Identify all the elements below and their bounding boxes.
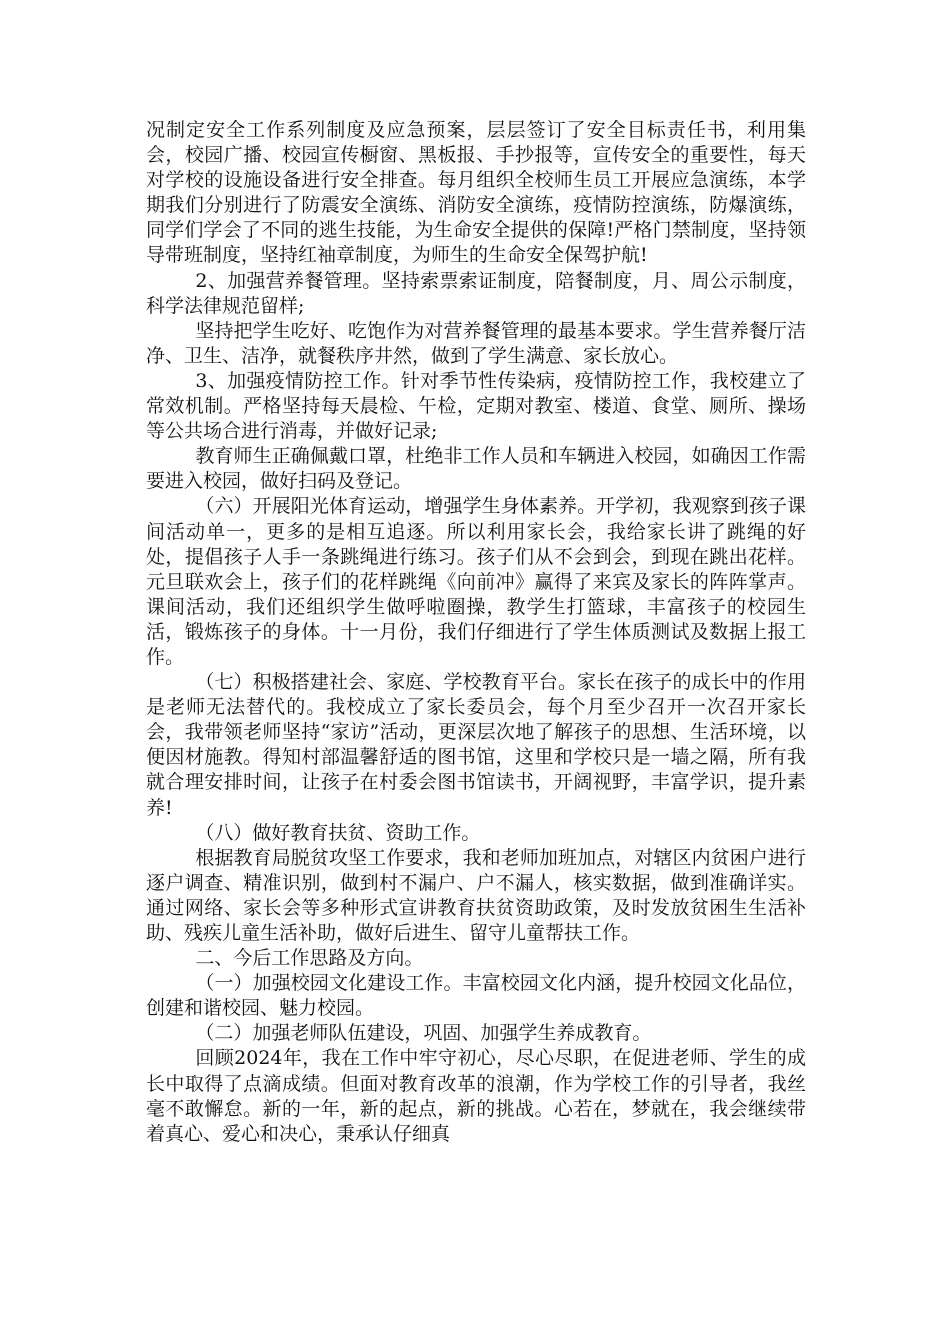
paragraph-nutrition-requirement: 坚持把学生吃好、吃饱作为对营养餐管理的最基本要求。学生营养餐厅洁净、卫生、洁净，就餐秩序井然，做到了学生满意、家长放心。 — [146, 319, 806, 367]
document-page — [146, 118, 806, 1147]
paragraph-review: 回顾2024年，我在工作中牢守初心，尽心尽职，在促进老师、学生的成长中取得了点滴成绩。但面对教育改革的浪潮，作为学校工作的引导者，我丝毫不敢懈怠。新的一年，新的起点，新的挑战。心若在，梦就在，我会继续带着真心、爱心和决心，秉承认仔细真 — [146, 1047, 806, 1145]
section-heading-future: 二、今后工作思路及方向。 — [195, 947, 424, 970]
paragraph-mask-entry: 教育师生正确佩戴口罩，杜绝非工作人员和车辆进入校园，如确因工作需要进入校园，做好扫码及登记。 — [146, 445, 806, 493]
paragraph-poverty-heading: （八）做好教育扶贫、资助工作。 — [195, 821, 481, 844]
paragraph-nutrition-meal: 2、加强营养餐管理。坚持索票索证制度，陪餐制度，月、周公示制度，科学法律规范留样; — [146, 269, 806, 317]
paragraph-teacher-team: （二）加强老师队伍建设，巩固、加强学生养成教育。 — [195, 1022, 652, 1045]
paragraph-sports: （六）开展阳光体育运动，增强学生身体素养。开学初，我观察到孩子课间活动单一，更多的是相互追逐。所以利用家长会，我给家长讲了跳绳的好处，提倡孩子人手一条跳绳进行练习。孩子们从不会到会，到现在跳出花样。元旦联欢会上，孩子们的花样跳绳《向前冲》赢得了来宾及家长的阵阵掌声。课间活动，我们还组织学生做呼啦圈操，教学生打篮球，丰富孩子的校园生活，锻炼孩子的身体。十一月份，我们仔细进行了学生体质测试及数据上报工作。 — [146, 495, 806, 668]
paragraph-campus-culture: （一）加强校园文化建设工作。丰富校园文化内涵，提升校园文化品位，创建和谐校园、魅力校园。 — [146, 972, 806, 1020]
paragraph-family-school: （七）积极搭建社会、家庭、学校教育平台。家长在孩子的成长中的作用是老师无法替代的。我校成立了家长委员会，每个月至少召开一次召开家长会，我带领老师坚持“家访”活动，更深层次地了解孩子的思想、生活环境，以便因材施教。得知村部温馨舒适的图书馆，这里和学校只是一墙之隔，所有我就合理安排时间，让孩子在村委会图书馆读书，开阔视野，丰富学识，提升素养! — [146, 671, 806, 819]
paragraph-epidemic-control: 3、加强疫情防控工作。针对季节性传染病，疫情防控工作，我校建立了常效机制。严格坚持每天晨检、午检，定期对教室、楼道、食堂、厕所、操场等公共场合进行消毒，并做好记录; — [146, 369, 806, 443]
paragraph-safety-continued: 况制定安全工作系列制度及应急预案，层层签订了安全目标责任书，利用集会，校园广播、校园宣传橱窗、黑板报、手抄报等，宣传安全的重要性，每天对学校的设施设备进行安全排查。每月组织全校师生员工开展应急演练，本学期我们分别进行了防震安全演练、消防安全演练，疫情防控演练，防爆演练，同学们学会了不同的逃生技能，为生命安全提供的保障!严格门禁制度，坚持领导带班制度，坚持红袖章制度，为师生的生命安全保驾护航! — [146, 119, 806, 267]
paragraph-poverty-detail: 根据教育局脱贫攻坚工作要求，我和老师加班加点，对辖区内贫困户进行逐户调查、精准识别，做到村不漏户、户不漏人，核实数据，做到准确详实。通过网络、家长会等多种形式宣讲教育扶贫资助政策，及时发放贫困生生活补助、残疾儿童生活补助，做好后进生、留守儿童帮扶工作。 — [146, 846, 806, 944]
